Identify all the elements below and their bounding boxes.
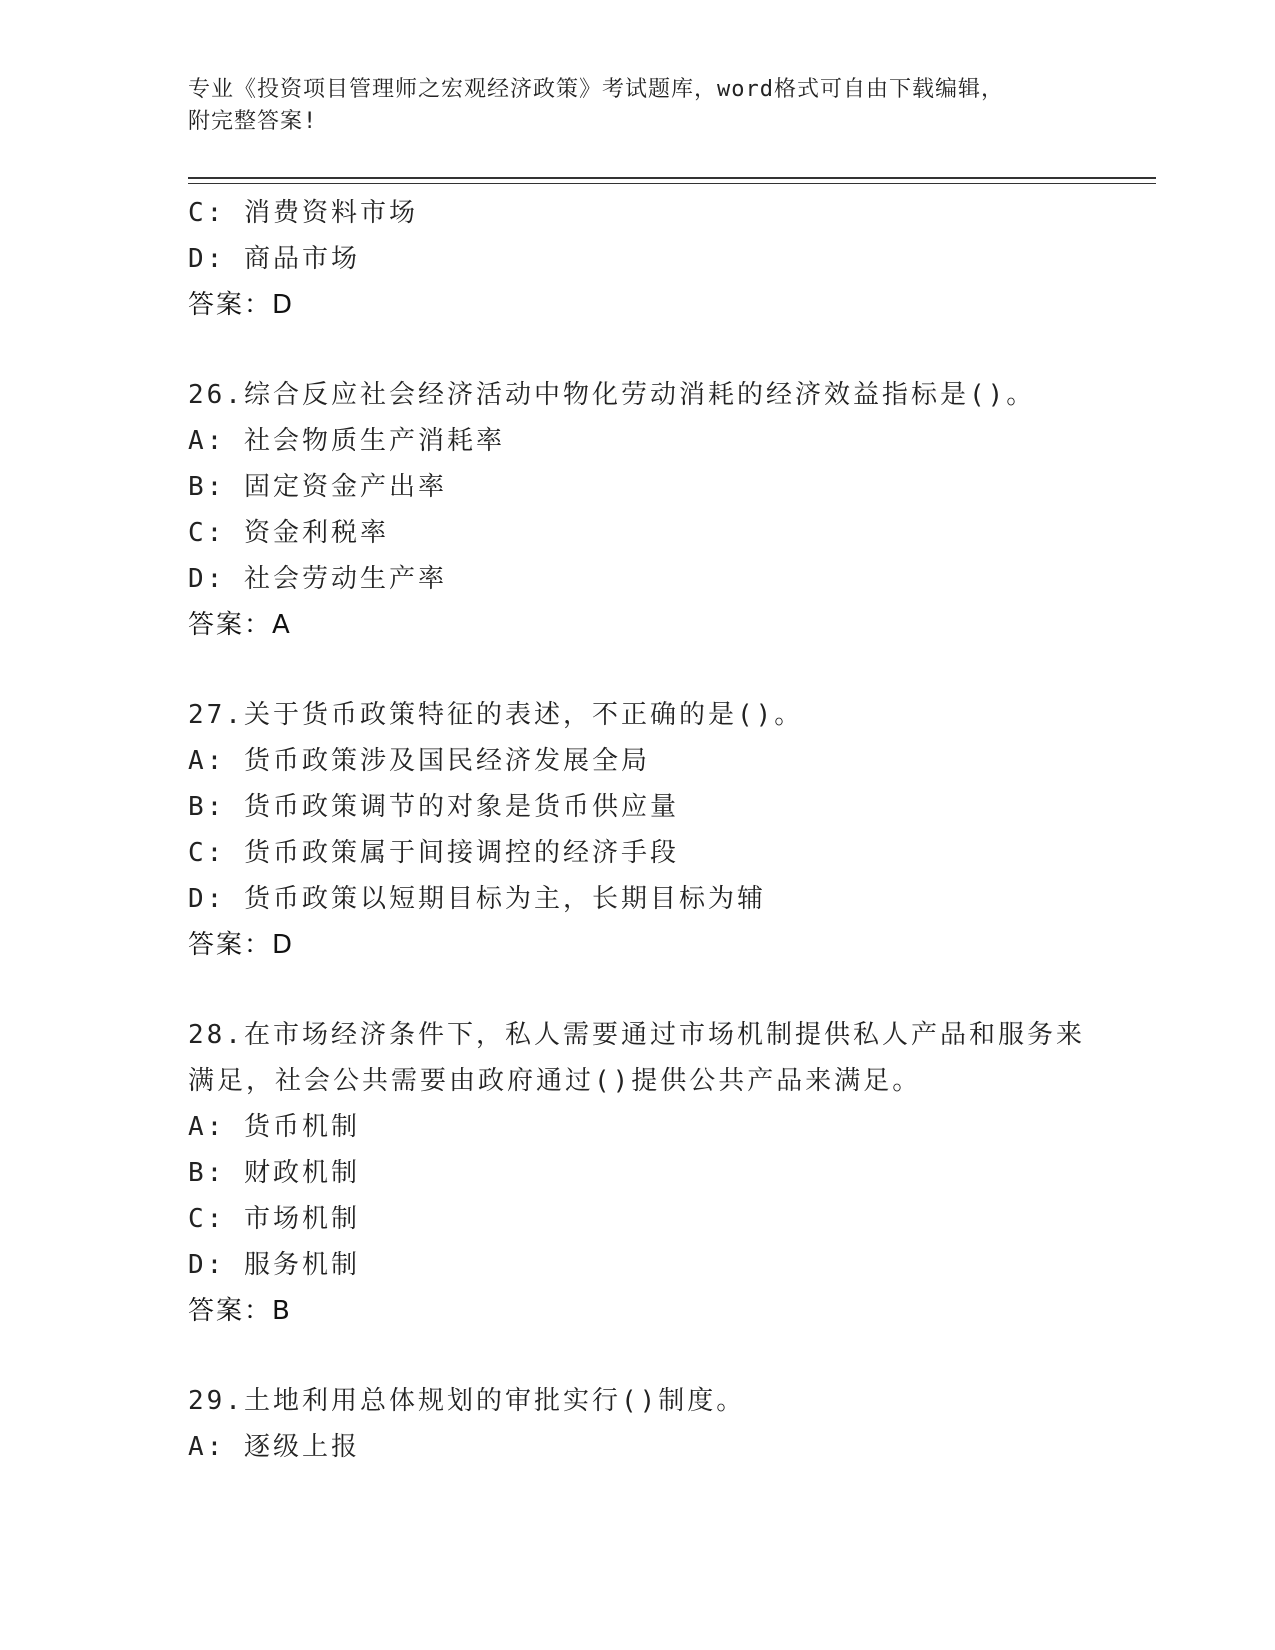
header-divider-thin — [188, 183, 1156, 184]
header-divider-thick — [188, 177, 1156, 179]
option-d: D: 社会劳动生产率 — [188, 564, 447, 594]
option-d: D: 商品市场 — [188, 244, 360, 274]
document-header — [188, 74, 1088, 138]
option-c: C: 消费资料市场 — [188, 198, 418, 228]
option-b: B: 财政机制 — [188, 1158, 360, 1188]
question-text-line-1: 28.在市场经济条件下，私人需要通过市场机制提供私人产品和服务来 — [188, 1020, 1085, 1050]
answer-line: 答案：D — [188, 930, 295, 960]
option-c: C: 货币政策属于间接调控的经济手段 — [188, 838, 679, 868]
option-a: A: 社会物质生产消耗率 — [188, 426, 505, 456]
question-text: 29.土地利用总体规划的审批实行()制度。 — [188, 1386, 746, 1416]
document-body — [188, 190, 1148, 1470]
question-text: 26.综合反应社会经济活动中物化劳动消耗的经济效益指标是()。 — [188, 380, 1036, 410]
question-28 — [188, 1012, 1148, 1334]
answer-line: 答案：D — [188, 290, 295, 320]
question-text: 27.关于货币政策特征的表述，不正确的是()。 — [188, 700, 804, 730]
question-27 — [188, 692, 1148, 968]
previous-question-tail — [188, 190, 1148, 328]
question-text-line-2: 满足，社会公共需要由政府通过()提供公共产品来满足。 — [188, 1066, 922, 1096]
answer-line: 答案：A — [188, 610, 292, 640]
option-a: A: 逐级上报 — [188, 1432, 360, 1462]
option-b: B: 货币政策调节的对象是货币供应量 — [188, 792, 679, 822]
header-line-2: 附完整答案! — [188, 109, 318, 134]
option-c: C: 资金利税率 — [188, 518, 389, 548]
option-b: B: 固定资金产出率 — [188, 472, 447, 502]
answer-line: 答案：B — [188, 1296, 292, 1326]
option-a: A: 货币政策涉及国民经济发展全局 — [188, 746, 650, 776]
option-d: D: 货币政策以短期目标为主，长期目标为辅 — [188, 884, 766, 914]
question-26 — [188, 372, 1148, 648]
question-29 — [188, 1378, 1148, 1470]
option-d: D: 服务机制 — [188, 1250, 360, 1280]
option-c: C: 市场机制 — [188, 1204, 360, 1234]
header-line-1: 专业《投资项目管理师之宏观经济政策》考试题库，word格式可自由下载编辑， — [188, 77, 1004, 102]
option-a: A: 货币机制 — [188, 1112, 360, 1142]
